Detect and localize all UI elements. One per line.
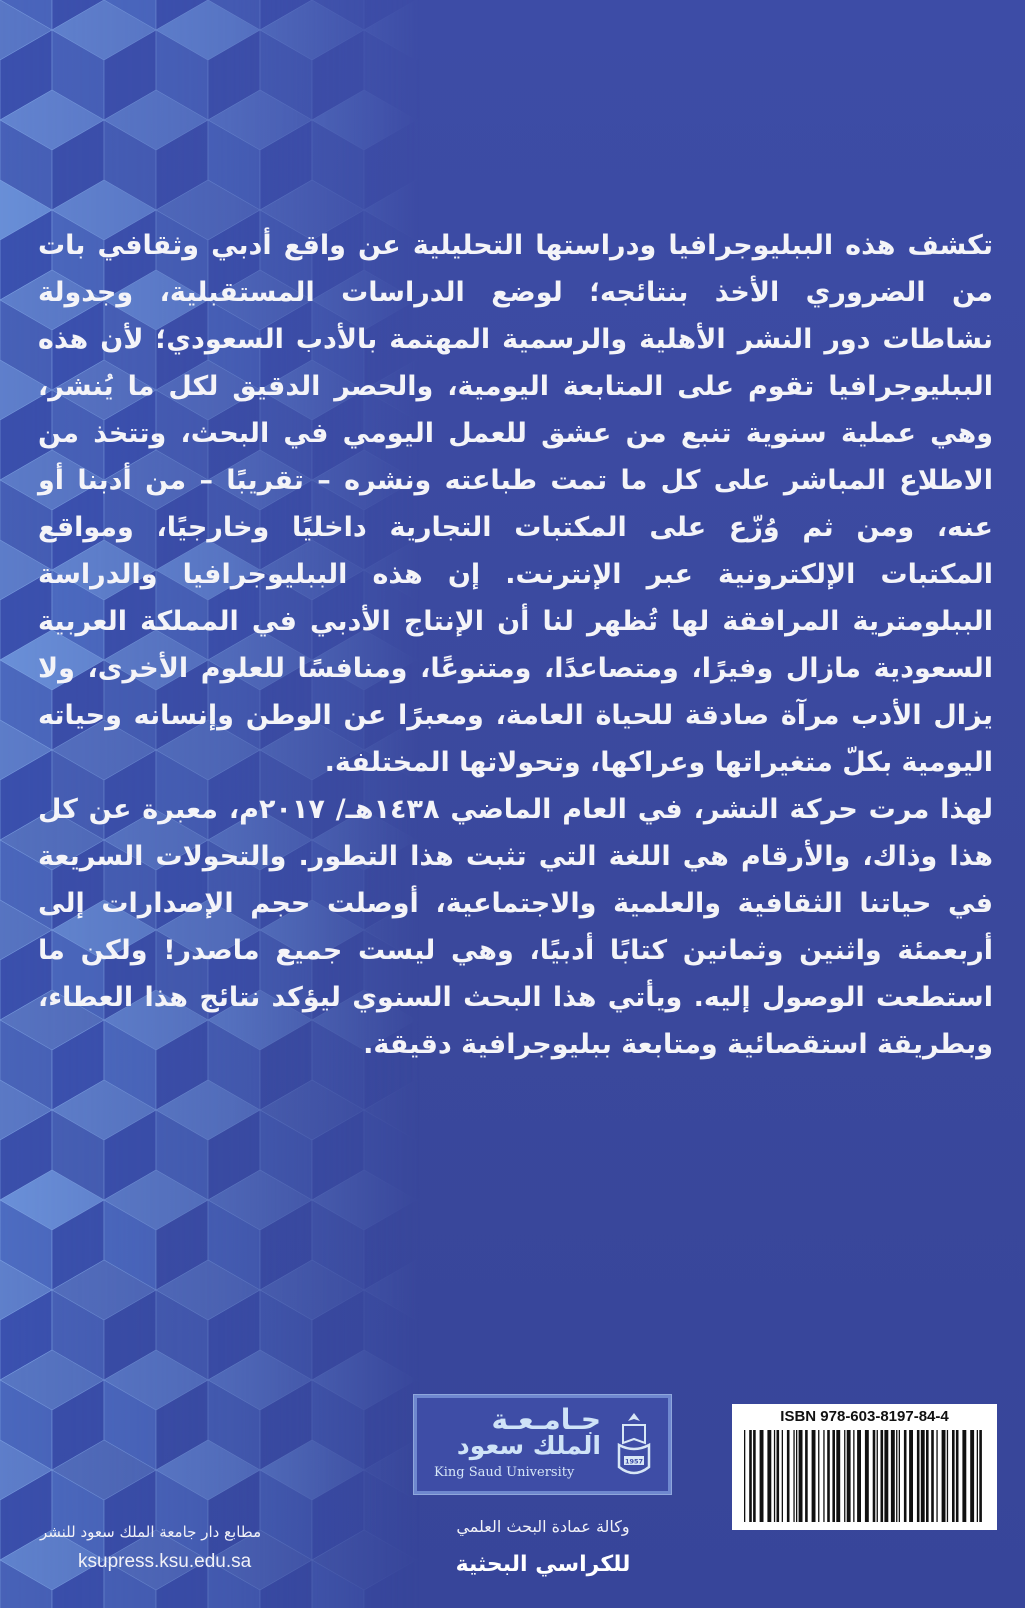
barcode-bar [818, 1430, 819, 1522]
barcode-bar [853, 1430, 854, 1522]
barcode-bar [767, 1430, 771, 1522]
barcode-bar [952, 1430, 955, 1522]
barcode-bar [926, 1430, 929, 1522]
ksu-emblem-icon [611, 1409, 657, 1481]
barcode-bar [873, 1430, 876, 1522]
barcode-bar [777, 1430, 780, 1522]
barcode-bar [956, 1430, 959, 1522]
barcode-bar [896, 1430, 897, 1522]
barcode-bar [977, 1430, 978, 1522]
barcode-icon [742, 1430, 987, 1524]
barcode-bar [881, 1430, 884, 1522]
barcode-bar [936, 1430, 937, 1522]
barcode-bar [891, 1430, 895, 1522]
barcode-bar [827, 1430, 830, 1522]
barcode-bar [884, 1430, 888, 1522]
press-url: ksupress.ksu.edu.sa [78, 1551, 252, 1572]
barcode-bar [857, 1430, 861, 1522]
barcode-bar [962, 1430, 966, 1522]
barcode-bar [774, 1430, 775, 1522]
barcode-bar [836, 1430, 840, 1522]
barcode-bar [909, 1430, 913, 1522]
barcode-bar [787, 1430, 790, 1522]
barcode-bar [877, 1430, 878, 1522]
barcode-bar [796, 1430, 797, 1522]
deanship-label: وكالة عمادة البحث العلمي [456, 1517, 630, 1536]
barcode-bar [844, 1430, 845, 1522]
isbn-barcode-box [732, 1404, 997, 1530]
barcode-bar [921, 1430, 925, 1522]
barcode-bar [805, 1430, 808, 1522]
barcode-bar [823, 1430, 824, 1522]
barcode-bar [865, 1430, 869, 1522]
barcode-bar [917, 1430, 920, 1522]
press-name: مطابع دار جامعة الملك سعود للنشر [40, 1523, 262, 1541]
isbn-label: ISBN 978-603-8197-84-4 [780, 1408, 949, 1425]
blurb-text [38, 222, 993, 1068]
barcode-bar [847, 1430, 851, 1522]
barcode-bar [904, 1430, 907, 1522]
barcode-bar [799, 1430, 803, 1522]
barcode-bar [812, 1430, 816, 1522]
blurb-paragraph-1: تكشف هذه الببليوجرافيا ودراستها التحليلية عن واقع أدبي وثقافي بات من الضروري الأخذ بنتائجه؛ لوضع الدراسات المستقبلية، وجدولة نشاطات دور النشر الأهلية والرسمية المهتمة بالأدب السعودي؛ لأن هذه الببليوجرافيا تقوم على المتابعة اليومية، والحصر الدقيق لكل ما يُنشر، وهي عملية سنوية تنبع من عشق للعمل اليومي في البحث، وتتخذ من الاطلاع المباشر على كل ما تمت طباعته ونشره – تقريبًا – من أدبنا أو عنه، ومن ثم وُزّع على المكتبات التجارية داخليًا وخارجيًا، ومواقع المكتبات الإلكترونية عبر الإنترنت. إن هذه الببليوجرافيا والدراسة الببلومترية المرافقة لها تُظهر لنا أن الإنتاج الأدبي في المملكة العربية السعودية مازال وفيرًا، ومتصاعدًا، ومتنوعًا، ومنافسًا للعلوم الأخرى، ولا يزال الأدب مرآة صادقة للحياة العامة، ومعبرًا عن الوطن وإنسانه وحياته اليومية بكلّ متغيراتها وعراكها، وتحولاتها المختلفة. [38, 230, 993, 778]
barcode-bar [942, 1430, 946, 1522]
barcode-bar [753, 1430, 756, 1522]
logo-name-ar-1: جـامـعـة [491, 1403, 601, 1436]
barcode-bar [931, 1430, 934, 1522]
logo-name-en: King Saud University [434, 1465, 575, 1480]
barcode-bar [749, 1430, 752, 1522]
barcode-bar [947, 1430, 948, 1522]
barcode-bar [899, 1430, 900, 1522]
emblem-year: 1957 [624, 1457, 644, 1466]
blurb-paragraph-2: لهذا مرت حركة النشر، في العام الماضي ١٤٣٨هـ/ ٢٠١٧م، معبرة عن كل هذا وذاك، والأرقام هي اللغة التي تثبت هذا التطور. والتحولات السريعة في حياتنا الثقافية والعلمية والاجتماعية، أوصلت حجم الإصدارات إلى أربعمئة واثنين وثمانين كتابًا أدبيًا، وهي ليست جميع ماصدر! ولكن ما استطعت الوصول إليه. ويأتي هذا البحث السنوي ليؤكد نتائج هذا العطاء، وبطريقة استقصائية ومتابعة ببليوجرافية دقيقة. [38, 794, 993, 1060]
barcode-bar [970, 1430, 974, 1522]
research-chairs-label: للكراسي البحثية [455, 1552, 631, 1577]
barcode-bar [979, 1430, 982, 1522]
logo-name-ar-2: الملك سعود [456, 1431, 601, 1460]
barcode-bar [744, 1430, 745, 1522]
ksu-logo [413, 1394, 672, 1495]
barcode-bar [760, 1430, 764, 1522]
barcode-bar [832, 1430, 835, 1522]
barcode-bar [793, 1430, 794, 1522]
barcode-bar [782, 1430, 783, 1522]
